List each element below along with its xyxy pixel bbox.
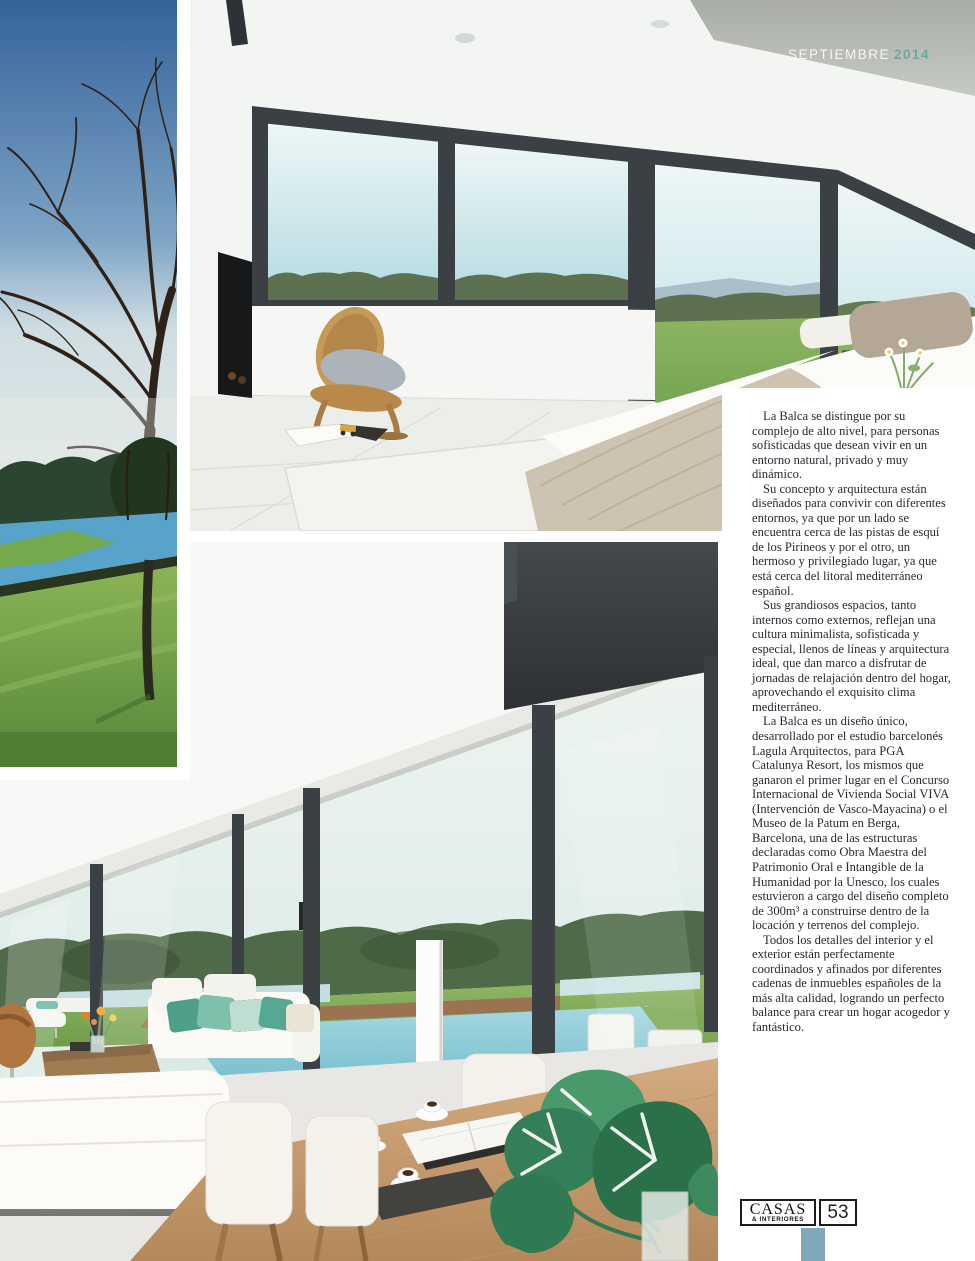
ceiling-light bbox=[651, 20, 669, 28]
issue-date bbox=[788, 47, 930, 62]
treeline bbox=[655, 292, 820, 322]
door-handle bbox=[299, 902, 303, 930]
issue-month: SEPTIEMBRE bbox=[788, 47, 891, 62]
footer-tab bbox=[801, 1228, 825, 1261]
photo-tree-golf-lake bbox=[0, 0, 190, 780]
glass-vase bbox=[642, 1192, 688, 1261]
article-paragraph: La Balca se distingue por su complejo de alto nivel, para personas sofisticadas que desean vivir en un entorno natural, privado y muy dinámico. bbox=[752, 409, 940, 482]
foreground-grass bbox=[0, 732, 177, 767]
article-paragraph: Todos los detalles del interior y el exterior están perfectamente coordinados y afinados por diferentes cadenas de inmuebles españoles de la más alta calidad, logrando un perfecto balance para crear un hogar acogedor y fantástico. bbox=[752, 932, 950, 1034]
article-paragraph: Su concepto y arquitectura están diseñados para convivir con diferentes entornos, ya que por un lado se encuentra cerca de las pistas de esquí de los Pirineos y por el otro, un hermoso y privilegiado lugar, ya que está cerca del litoral mediterráneo español. bbox=[752, 481, 946, 598]
cream-cushion bbox=[286, 1004, 314, 1032]
footer bbox=[740, 1199, 857, 1226]
half-wall bbox=[252, 306, 655, 400]
tree-trunk bbox=[147, 560, 150, 700]
magazine-subtitle: & INTERIORES bbox=[752, 1215, 804, 1223]
article-paragraph: La Balca es un diseño único, desarrollado por el estudio barcelonés Lagula Arquitectos, para PGA Catalunya Resort, los mismos que ganaron el primer lugar en el Concurso Internacional de Vivienda Social VIVA (Intervención de Vasco-Mayacina) o el Museo de la Patum en Berga, Barcelona, una de las estructuras declaradas como Obra Maestra del Patrimonio Oral e Intangible de la Humanidad por la Unesco, los cuales estuvieron a cargo del diseño completo de 300m³ a construirse dentro de la locación y terrenos del complejo. bbox=[752, 714, 950, 933]
page-number: 53 bbox=[819, 1199, 857, 1226]
tree-photo-illustration bbox=[0, 0, 177, 767]
magazine-name: CASAS bbox=[749, 1200, 807, 1218]
issue-year: 2014 bbox=[894, 47, 931, 62]
article-text bbox=[752, 409, 954, 1035]
teal-cushion bbox=[196, 994, 235, 1031]
article-paragraph: Sus grandiosos espacios, tanto internos como externos, reflejan una cultura minimalista, sofisticada y especial, llenos de líneas y arquitectura ideal, que dan marco a disfrutar de jornadas de relajación dentro del hogar, aprovechando el exquisito clima mediterráneo. bbox=[752, 598, 951, 714]
article-panel bbox=[722, 388, 975, 1261]
ceiling-light bbox=[455, 33, 475, 43]
treeline bbox=[268, 272, 438, 302]
magazine-logo bbox=[740, 1199, 816, 1226]
